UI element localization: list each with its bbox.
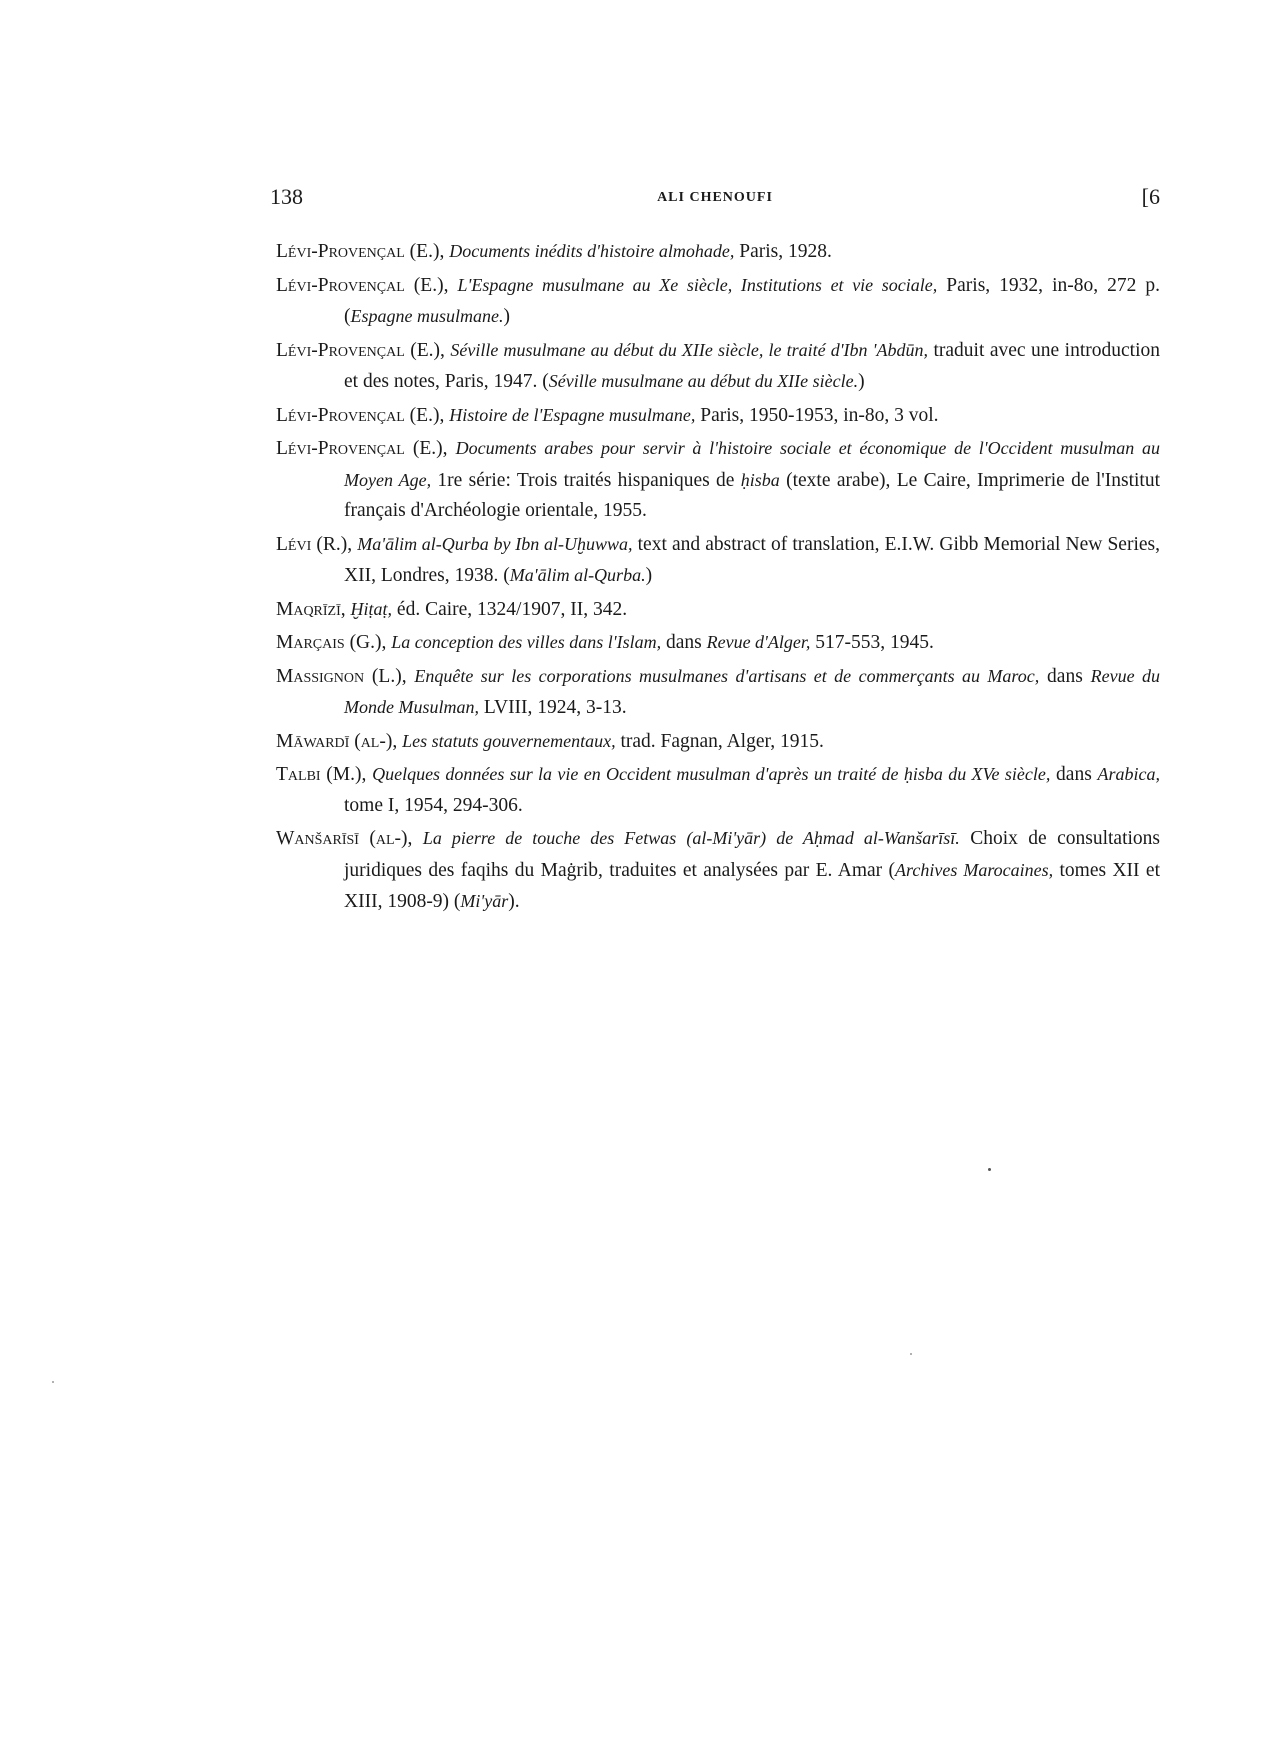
entry-text: (E.), [404,339,451,361]
entry-title: Ma'ālim al-Qurba by Ibn al-Uḫuwwa, [357,533,633,554]
entry-text: (R.), [311,533,358,555]
entry-short-title: Séville musulmane au début du XIIe siècle. [548,371,859,391]
bibliography-entry [276,335,1160,398]
running-head-author: ALI CHENOUFI [657,190,773,205]
scan-speck [910,1353,912,1355]
entry-text: (E.), [404,241,450,262]
entry-text: Paris, 1932, in-8o, 272 p. ( [344,274,1160,327]
entry-text: dans [1050,764,1098,785]
entry-title: Histoire de l'Espagne musulmane, [449,404,696,425]
entry-text: text and abstract of translation, E.I.W. Gibb Memorial New Series, XII, Londres, 1938. ( [344,533,1160,586]
entry-author: Lévi-Provençal [276,438,405,459]
entry-text: (M.), [320,764,373,785]
bibliography-entry [276,529,1160,592]
entry-journal: Revue du Monde Musulman, [344,665,1160,717]
scan-speck [988,1168,991,1171]
entry-text: (texte arabe), Le Caire, Imprimerie de l'Institut français d'Archéologie orientale, 1955. [344,469,1161,521]
entry-text: (G.), [344,632,392,653]
entry-title: Ḫiṭaṭ, [350,598,393,619]
entry-title: Documents arabes pour servir à l'histoire sociale et économique de l'Occident musulman au Moyen Age, [344,438,1160,490]
bibliography-entry [276,661,1160,724]
entry-text: (E.), [404,438,456,459]
entry-author: Massignon [276,665,365,687]
entry-title: La pierre de touche des Fetwas (al-Mi'yār) de Aḥmad al-Wanšarīsī. [422,828,960,848]
entry-text: 1re série: Trois traités hispaniques de [431,469,741,491]
entry-text: Choix de consultations juridiques des faqihs du Maġrib, traduites et analysées par E. Amar ( [344,828,1161,881]
entry-text: ) [858,371,865,392]
entry-text: traduit avec une introduction et des notes, Paris, 1947. ( [344,339,1160,392]
entry-text: 517-553, 1945. [810,632,934,653]
entry-text: ). [508,891,520,912]
entry-author: Māwardī (al-) [276,730,393,752]
entry-text: (E.), [404,404,450,426]
entry-title: L'Espagne musulmane au Xe siècle, Institutions et vie sociale, [457,274,938,295]
entry-title: Séville musulmane au début du XIIe siècle, le traité d'Ibn 'Abdūn, [450,339,928,360]
entry-text: (L.), [364,665,415,687]
entry-journal: Arabica, [1097,764,1161,784]
entry-title: La conception des villes dans l'Islam, [391,632,662,652]
page-number: 138 [270,184,303,209]
bibliography-entry [276,627,1160,659]
running-head [270,184,1160,218]
entry-text: (E.), [404,274,458,296]
entry-journal: Archives Marocaines, [895,859,1054,880]
entry-text: trad. Fagnan, Alger, 1915. [615,730,824,752]
bibliography-entry [276,823,1160,918]
bibliography-entry [276,594,1160,626]
entry-author: Marçais [276,632,345,653]
entry-author: Talbi [276,764,321,785]
entry-text: , [392,730,403,752]
bibliography-entry [276,236,1160,268]
entry-title: Quelques données sur la vie en Occident musulman d'après un traité de ḥisba du XVe siècle, [372,764,1051,784]
bibliography-list [276,236,1160,920]
entry-author: Lévi [276,533,312,555]
entry-text: LVIII, 1924, 3-13. [478,697,627,718]
entry-title: Les statuts gouvernementaux, [402,730,616,751]
entry-text: Paris, 1950-1953, in-8o, 3 vol. [695,404,939,426]
entry-author: Lévi-Provençal [276,241,405,262]
entry-text: ) [503,306,510,327]
section-marker: [6 [1141,184,1160,209]
bibliography-entry [276,726,1160,758]
bibliography-entry [276,270,1160,333]
entry-short-title: Ma'ālim al-Qurba. [509,565,646,585]
bibliography-entry [276,759,1160,821]
scan-speck [52,1381,54,1383]
entry-title: Enquête sur les corporations musulmanes d'artisans et de commerçants au Maroc, [414,665,1040,686]
entry-author: Lévi-Provençal [276,339,405,361]
entry-author: Lévi-Provençal [276,274,405,296]
entry-short-title: Mi'yār [460,891,509,911]
entry-text: éd. Caire, 1324/1907, II, 342. [392,598,628,620]
bibliography-entry [276,400,1160,432]
entry-short-title: ḥisba [740,469,780,490]
entry-text: , [407,828,423,849]
entry-text: tomes XII et XIII, 1908-9) ( [344,859,1160,912]
entry-text: ) [645,565,653,586]
entry-author: Maqrīzī [276,598,341,620]
entry-author: Wanšarīsī (al-) [276,828,408,849]
entry-journal: Revue d'Alger, [706,632,811,652]
entry-title: Documents inédits d'histoire almohade, [449,241,735,261]
entry-text: , [340,598,351,620]
entry-author: Lévi-Provençal [276,404,405,426]
entry-text: dans [1039,665,1091,687]
entry-text: tome I, 1954, 294-306. [344,794,523,816]
bibliography-entry [276,433,1160,527]
entry-text: dans [661,632,707,653]
entry-text: Paris, 1928. [734,241,832,262]
entry-short-title: Espagne musulmane. [350,306,504,326]
